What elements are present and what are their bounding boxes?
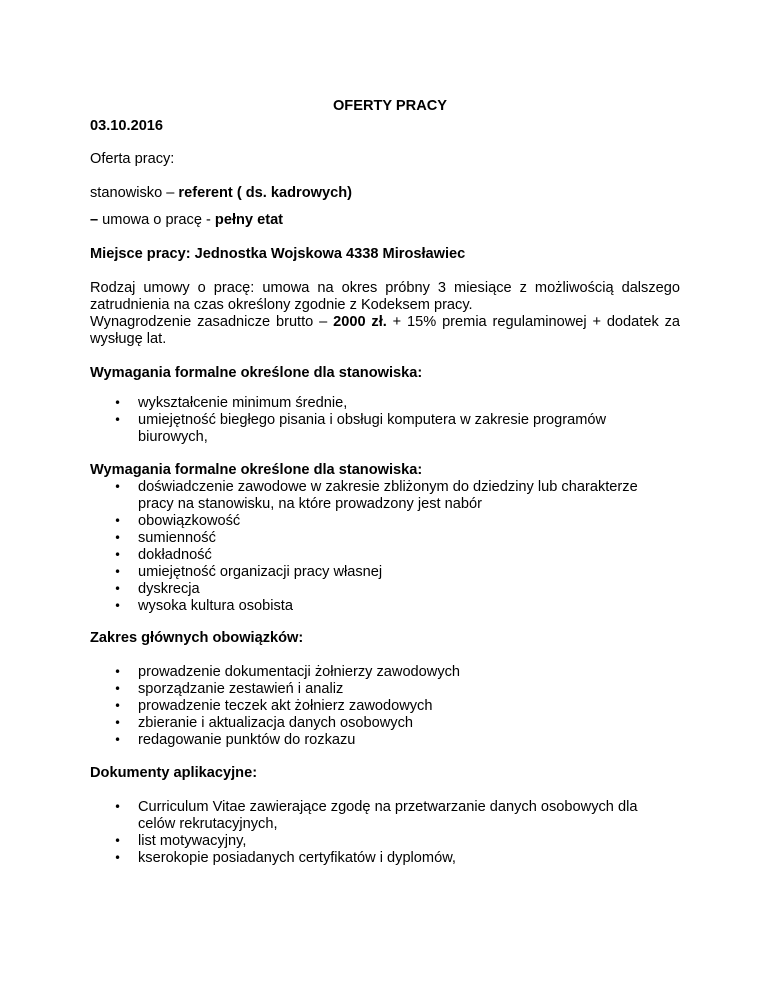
offer-label: Oferta pracy: bbox=[90, 151, 175, 167]
position-prefix: stanowisko – bbox=[90, 185, 179, 201]
list-item: • sumienność bbox=[90, 530, 650, 547]
requirements-formal-heading: Wymagania formalne określone dla stanowiska: bbox=[90, 365, 423, 381]
list-item: • wykształcenie minimum średnie, bbox=[90, 395, 650, 412]
list-item: • list motywacyjny, bbox=[90, 833, 650, 850]
salary-prefix: Wynagrodzenie zasadnicze brutto – bbox=[90, 314, 334, 330]
documents-heading: Dokumenty aplikacyjne: bbox=[90, 765, 258, 781]
documents-list bbox=[90, 799, 650, 867]
list-item: • obowiązkowość bbox=[90, 513, 650, 530]
list-item: • dyskrecja bbox=[90, 581, 650, 598]
salary-amount: 2000 zł. bbox=[333, 314, 387, 330]
requirements-additional-heading: Wymagania formalne określone dla stanowiska: bbox=[90, 462, 423, 478]
list-item: • umiejętność organizacji pracy własnej bbox=[90, 564, 650, 581]
workplace: Miejsce pracy: Jednostka Wojskowa 4338 Mirosławiec bbox=[90, 246, 466, 262]
list-item: • dokładność bbox=[90, 547, 650, 564]
duties-heading: Zakres głównych obowiązków: bbox=[90, 630, 304, 646]
requirements-additional-list bbox=[90, 479, 650, 615]
contract-type: Rodzaj umowy o pracę: umowa na okres próbny 3 miesiące z możliwością dalszego zatrudnienia na czas określony zgodnie z Kodeksem pracy. bbox=[90, 280, 680, 313]
list-item: • doświadczenie zawodowe w zakresie zbliżonym do dziedziny lub charakterze pracy na stanowisku, na które prowadzony jest nabór bbox=[90, 479, 650, 513]
list-item: • wysoka kultura osobista bbox=[90, 598, 650, 615]
contract-line bbox=[90, 212, 283, 229]
contract-text: umowa o pracę - bbox=[102, 212, 215, 228]
list-item: • redagowanie punktów do rozkazu bbox=[90, 732, 650, 749]
contract-value: pełny etat bbox=[214, 212, 284, 228]
duties-list bbox=[90, 664, 650, 749]
requirements-formal-list bbox=[90, 395, 650, 446]
list-item: • prowadzenie teczek akt żołnierz zawodowych bbox=[90, 698, 650, 715]
offer-date: 03.10.2016 bbox=[90, 118, 164, 134]
list-item: • sporządzanie zestawień i analiz bbox=[90, 681, 650, 698]
salary-suffix: + 15% premia regulaminowej + dodatek za wysługę lat. bbox=[90, 314, 681, 347]
list-item: • prowadzenie dokumentacji żołnierzy zawodowych bbox=[90, 664, 650, 681]
list-item: • kserokopie posiadanych certyfikatów i dyplomów, bbox=[90, 850, 650, 867]
list-item: • umiejętność biegłego pisania i obsługi komputera w zakresie programów biurowych, bbox=[90, 412, 650, 446]
position-value: referent ( ds. kadrowych) bbox=[178, 185, 352, 201]
position-line bbox=[90, 185, 352, 202]
contract-dash: – bbox=[90, 212, 103, 228]
list-item: • Curriculum Vitae zawierające zgodę na przetwarzanie danych osobowych dla celów rekrutacyjnych, bbox=[90, 799, 650, 833]
list-item: • zbieranie i aktualizacja danych osobowych bbox=[90, 715, 650, 732]
document-page bbox=[90, 0, 680, 994]
salary bbox=[90, 314, 680, 348]
page-title: OFERTY PRACY bbox=[332, 98, 448, 114]
